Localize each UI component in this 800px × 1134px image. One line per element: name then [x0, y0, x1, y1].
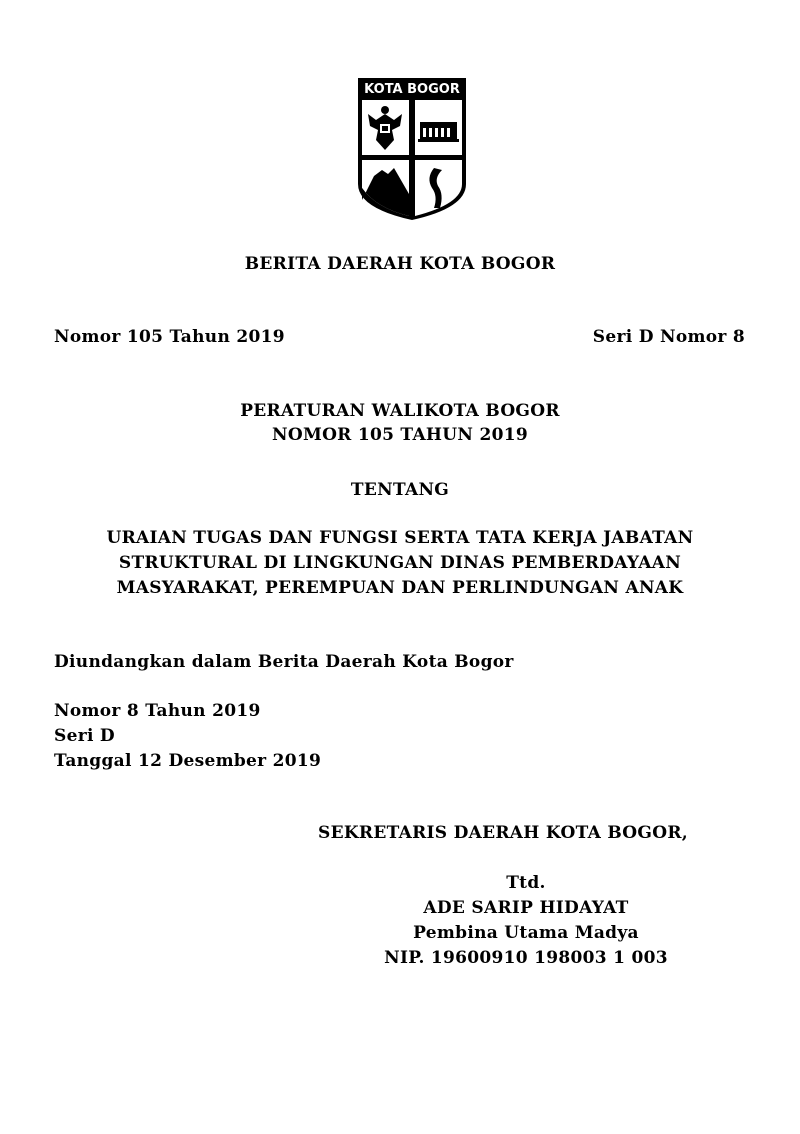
svg-text:KOTA BOGOR: KOTA BOGOR — [364, 82, 460, 97]
subject-line: MASYARAKAT, PEREMPUAN DAN PERLINDUNGAN ANAK — [116, 578, 684, 598]
regulation-number: NOMOR 105 TAHUN 2019 — [272, 425, 528, 445]
subject-line: URAIAN TUGAS DAN FUNGSI SERTA TATA KERJA JABATAN — [106, 528, 694, 548]
promulgation-date: Tanggal 12 Desember 2019 — [54, 751, 322, 771]
signatory-office: SEKRETARIS DAERAH KOTA BOGOR, — [318, 823, 688, 843]
page-title: BERITA DAERAH KOTA BOGOR — [244, 254, 556, 274]
signatory-rank: Pembina Utama Madya — [413, 923, 639, 943]
promulgation-details — [54, 699, 321, 774]
tentang-label: TENTANG — [350, 480, 450, 500]
promulgation-series: Seri D — [54, 726, 115, 746]
signature-block — [276, 871, 776, 971]
series-number: Seri D Nomor 8 — [592, 327, 745, 347]
regulation-subject — [0, 526, 800, 601]
signature-ttd: Ttd. — [506, 873, 546, 893]
signatory-name: ADE SARIP HIDAYAT — [423, 898, 629, 918]
promulgation-statement: Diundangkan dalam Berita Daerah Kota Bogor — [54, 652, 514, 672]
document-number: Nomor 105 Tahun 2019 — [54, 327, 285, 347]
subject-line: STRUKTURAL DI LINGKUNGAN DINAS PEMBERDAYAAN — [118, 553, 682, 573]
kota-bogor-coat-of-arms-icon — [356, 76, 468, 222]
regulation-title: PERATURAN WALIKOTA BOGOR — [240, 401, 560, 421]
promulgation-number: Nomor 8 Tahun 2019 — [54, 701, 261, 721]
signatory-nip: NIP. 19600910 198003 1 003 — [384, 948, 668, 968]
